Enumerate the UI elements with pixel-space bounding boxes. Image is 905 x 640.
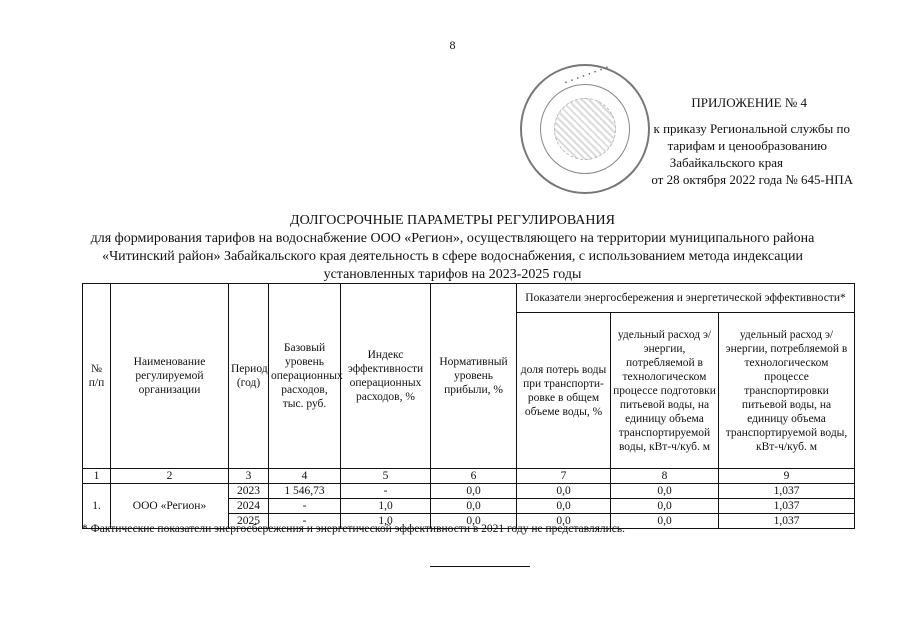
header-spec-tech: удельный расход э/энергии, потребляемой в технологическом процессе подготовки питьевой воды, на единицу объема транспортируемой воды, кВт-ч/куб. м <box>611 313 719 469</box>
org-num: 1. <box>83 484 111 529</box>
official-seal-icon <box>520 64 650 194</box>
cell-tech: 0,0 <box>611 514 719 529</box>
appendix-line-3: Забайкальского края <box>669 155 783 170</box>
cell-base: 1 546,73 <box>269 484 341 499</box>
cell-tech: 0,0 <box>611 484 719 499</box>
header-period: Период (год) <box>229 284 269 469</box>
cell-year: 2023 <box>229 484 269 499</box>
regulation-parameters-table <box>82 283 855 529</box>
page-number: 8 <box>449 38 456 52</box>
cell-year: 2025 <box>229 514 269 529</box>
cell-loss: 0,0 <box>517 484 611 499</box>
org-name: ООО «Регион» <box>111 484 229 529</box>
header-spec-trans: удельный расход э/энергии, потребляемой в технологическом процессе транспортировки питьевой воды, на единицу объема транспортируемой воды, кВт-ч/куб. м <box>719 313 855 469</box>
cell-trans: 1,037 <box>719 499 855 514</box>
seal-core <box>554 98 616 160</box>
appendix-title: ПРИЛОЖЕНИЕ № 4 <box>691 95 807 110</box>
seal-text-decoration: • • • • • • • • <box>563 63 611 87</box>
cell-loss: 0,0 <box>517 499 611 514</box>
col-number: 8 <box>611 469 719 484</box>
header-org: Наименование регулируемой организации <box>111 284 229 469</box>
document-title: ДОЛГОСРОЧНЫЕ ПАРАМЕТРЫ РЕГУЛИРОВАНИЯ <box>290 213 615 228</box>
col-number: 1 <box>83 469 111 484</box>
cell-index: - <box>341 484 431 499</box>
col-number: 4 <box>269 469 341 484</box>
col-number: 3 <box>229 469 269 484</box>
col-number: 7 <box>517 469 611 484</box>
document-subtitle-line-3: установленных тарифов на 2023-2025 годы <box>323 267 582 282</box>
cell-profit: 0,0 <box>431 484 517 499</box>
header-profit: Нормативный уровень прибыли, % <box>431 284 517 469</box>
header-index: Индекс эффективности операционных расходов, % <box>341 284 431 469</box>
appendix-line-1: к приказу Региональной службы по <box>653 121 850 136</box>
header-base: Базовый уровень операционных расходов, тыс. руб. <box>269 284 341 469</box>
col-number: 6 <box>431 469 517 484</box>
cell-trans: 1,037 <box>719 514 855 529</box>
document-subtitle-line-1: для формирования тарифов на водоснабжение ООО «Регион», осуществляющего на территории муниципального района <box>90 231 815 246</box>
cell-tech: 0,0 <box>611 499 719 514</box>
header-num: № п/п <box>83 284 111 469</box>
appendix-line-2: тарифам и ценообразованию <box>667 138 827 153</box>
col-number: 5 <box>341 469 431 484</box>
col-number: 9 <box>719 469 855 484</box>
appendix-line-4: от 28 октября 2022 года № 645-НПА <box>651 172 853 187</box>
cell-year: 2024 <box>229 499 269 514</box>
cell-index: 1,0 <box>341 499 431 514</box>
cell-trans: 1,037 <box>719 484 855 499</box>
header-loss: доля потерь воды при транспорти-ровке в общем объеме воды, % <box>517 313 611 469</box>
cell-base: - <box>269 514 341 529</box>
cell-index: 1,0 <box>341 514 431 529</box>
header-energy-group: Показатели энергосбережения и энергетической эффективности* <box>517 284 855 313</box>
cell-profit: 0,0 <box>431 514 517 529</box>
bottom-divider <box>430 566 530 567</box>
table-row <box>83 484 855 499</box>
col-number: 2 <box>111 469 229 484</box>
document-subtitle-line-2: «Читинский район» Забайкальского края деятельность в сфере водоснабжения, с использованием метода индексации <box>102 249 803 264</box>
cell-profit: 0,0 <box>431 499 517 514</box>
cell-loss: 0,0 <box>517 514 611 529</box>
cell-base: - <box>269 499 341 514</box>
footnote: * Фактические показатели энергосбережения и энергетической эффективности в 2021 году не представлялись. <box>82 523 626 535</box>
